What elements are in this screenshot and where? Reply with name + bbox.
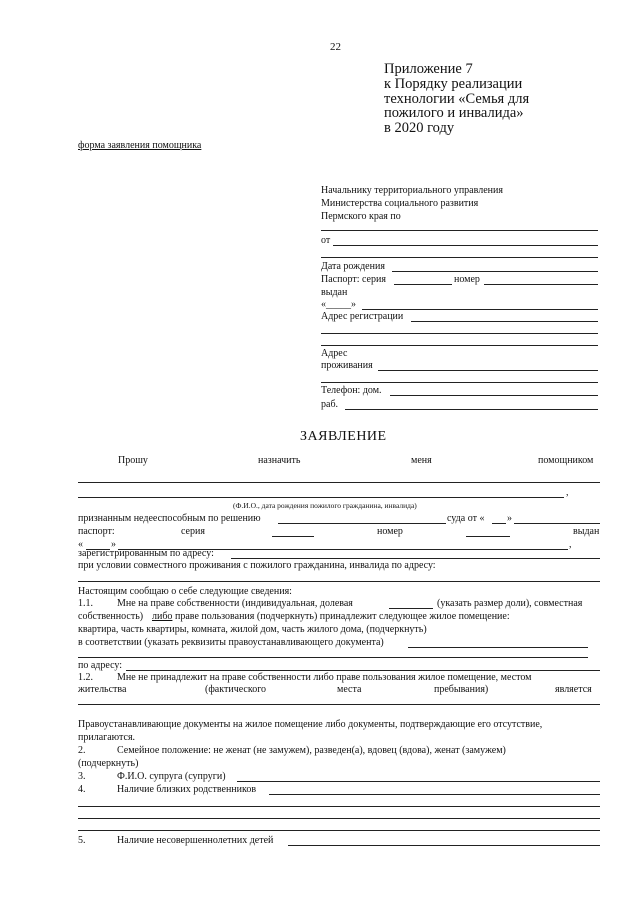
- page-number: 22: [330, 41, 341, 53]
- passport-series-field-2[interactable]: [272, 536, 314, 537]
- relatives-line-3[interactable]: [78, 818, 600, 819]
- p4-text: Наличие близких родственников: [117, 784, 257, 795]
- p11-text-d: либо: [152, 611, 173, 622]
- court-date-rest-field[interactable]: [514, 523, 600, 524]
- passport-number-field-2[interactable]: [466, 536, 510, 537]
- issued-field[interactable]: [362, 309, 598, 310]
- relatives-line-2[interactable]: [78, 806, 600, 807]
- court-date-label: суда от «: [447, 513, 485, 524]
- court-date-day-field[interactable]: [492, 523, 506, 524]
- issued-label: выдан: [321, 287, 348, 298]
- p12-word-4: пребывания): [434, 684, 489, 695]
- cohabitation-label: при условии совместного проживания с пожилого гражданина, инвалида по адресу:: [78, 560, 436, 571]
- addressee-blank-line[interactable]: [321, 230, 598, 231]
- p4-number: 4.: [78, 784, 86, 795]
- passport-number-field[interactable]: [484, 284, 598, 285]
- phone-home-label: Телефон: дом.: [321, 385, 382, 396]
- ownership-doc-line-2[interactable]: [78, 657, 588, 658]
- appendix-block: [384, 62, 529, 136]
- phone-work-field[interactable]: [345, 409, 598, 410]
- addressee-line-3: Пермского края по: [321, 211, 401, 222]
- residence-label: проживания: [321, 360, 373, 371]
- court-decision-field[interactable]: [278, 523, 446, 524]
- appendix-line-3: технологии «Семья для: [384, 90, 530, 107]
- appendix-line-1: Приложение 7: [384, 61, 473, 77]
- p2-number: 2.: [78, 745, 86, 756]
- passport-number-label: номер: [454, 274, 480, 285]
- p11-text-c: собственность): [78, 611, 144, 622]
- ownership-doc-field[interactable]: [408, 647, 588, 648]
- docs-text-a: Правоустанавливающие документы на жилое помещение либо документы, подтверждающие его отсутствие,: [78, 719, 543, 730]
- request-word-2: назначить: [258, 455, 301, 466]
- recognized-label: признанным недееспособным по решению: [78, 513, 261, 524]
- address-label: Адрес: [321, 348, 348, 359]
- passport-issued-label-2: выдан: [573, 526, 600, 537]
- p12-word-3: места: [337, 684, 362, 695]
- p12-text-a: Мне не принадлежит на праве собственности либо праве пользования жилое помещение, местом: [117, 672, 532, 683]
- from-extra-line[interactable]: [321, 257, 598, 258]
- phone-home-field[interactable]: [390, 395, 598, 396]
- from-field[interactable]: [333, 245, 598, 246]
- children-field[interactable]: [288, 845, 600, 846]
- request-fio-field[interactable]: [78, 497, 564, 498]
- by-address-field[interactable]: [126, 670, 600, 671]
- appendix-line-2: к Порядку реализации: [384, 75, 523, 92]
- cohabitation-address-field[interactable]: [78, 581, 600, 582]
- p3-number: 3.: [78, 771, 86, 782]
- birth-date-label: Дата рождения: [321, 261, 385, 272]
- p2-text-a: Семейное положение: не женат (не замужем), разведен(а), вдовец (вдова), женат (замужем): [117, 745, 506, 756]
- passport-label: паспорт:: [78, 526, 115, 537]
- from-label: от: [321, 235, 331, 246]
- registered-address-field[interactable]: [231, 558, 600, 559]
- p12-word-2: (фактического: [205, 684, 267, 695]
- by-address-label: по адресу:: [78, 660, 123, 671]
- request-blank-line-1[interactable]: [78, 482, 600, 483]
- p12-number: 1.2.: [78, 672, 93, 683]
- court-date-quote: »: [507, 513, 512, 524]
- spouse-name-field[interactable]: [237, 781, 600, 782]
- share-size-field[interactable]: [389, 608, 433, 609]
- fio-caption: (Ф.И.О., дата рождения пожилого гражданина, инвалида): [233, 501, 417, 510]
- p11-text-f: квартира, часть квартиры, комната, жилой дом, часть жилого дома, (подчеркнуть): [78, 624, 427, 635]
- request-word-1: Прошу: [118, 455, 148, 466]
- p3-text: Ф.И.О. супруга (супруги): [117, 771, 226, 782]
- p11-text-e: праве пользования (подчеркнуть) принадлежит следующее жилое помещение:: [175, 611, 510, 622]
- p5-number: 5.: [78, 835, 86, 846]
- birth-date-field[interactable]: [392, 271, 598, 272]
- residence-field[interactable]: [378, 370, 598, 371]
- registration-address-field[interactable]: [411, 321, 598, 322]
- p12-word-1: жительства: [78, 684, 127, 695]
- passport-series-label-2: серия: [181, 526, 205, 537]
- issued-date-quote: «_____»: [321, 299, 356, 310]
- phone-work-label: раб.: [321, 399, 339, 410]
- form-label: форма заявления помощника: [78, 140, 202, 151]
- p11-text-g: в соответствии (указать реквизиты правоустанавливающего документа): [78, 637, 384, 648]
- relatives-line-4[interactable]: [78, 830, 600, 831]
- info-intro: Настоящим сообщаю о себе следующие сведения:: [78, 586, 292, 597]
- relatives-field[interactable]: [269, 794, 600, 795]
- appendix-line-4: пожилого и инвалида»: [384, 105, 524, 122]
- issued-quote-close: »: [111, 539, 116, 550]
- registration-address-line-3[interactable]: [321, 345, 598, 346]
- p2-text-b: (подчеркнуть): [78, 758, 139, 769]
- p5-text: Наличие несовершеннолетних детей: [117, 835, 274, 846]
- registration-address-line-2[interactable]: [321, 333, 598, 334]
- docs-text-b: прилагаются.: [78, 732, 136, 743]
- residence-place-field[interactable]: [78, 704, 600, 705]
- request-word-3: меня: [411, 455, 432, 466]
- addressee-line-2: Министерства социального развития: [321, 198, 479, 209]
- addressee-line-1: Начальнику территориального управления: [321, 185, 503, 196]
- appendix-line-5: в 2020 году: [384, 120, 455, 137]
- statement-title: ЗАЯВЛЕНИЕ: [300, 429, 387, 444]
- passport-number-label-2: номер: [377, 526, 403, 537]
- passport-series-label: Паспорт: серия: [321, 274, 386, 285]
- issued-quote-open: «: [78, 539, 83, 550]
- request-comma: ,: [566, 487, 569, 498]
- residence-line-2[interactable]: [321, 382, 598, 383]
- p11-number: 1.1.: [78, 598, 93, 609]
- registration-address-label: Адрес регистрации: [321, 311, 404, 322]
- issued-comma: ,: [569, 539, 572, 550]
- request-word-4: помощником: [538, 455, 594, 466]
- p12-word-5: является: [555, 684, 592, 695]
- p11-text-a: Мне на праве собственности (индивидуальная, долевая: [117, 598, 353, 609]
- p11-text-b: (указать размер доли), совместная: [437, 598, 583, 609]
- passport-series-field[interactable]: [394, 284, 452, 285]
- registered-label: зарегистрированным по адресу:: [78, 548, 214, 559]
